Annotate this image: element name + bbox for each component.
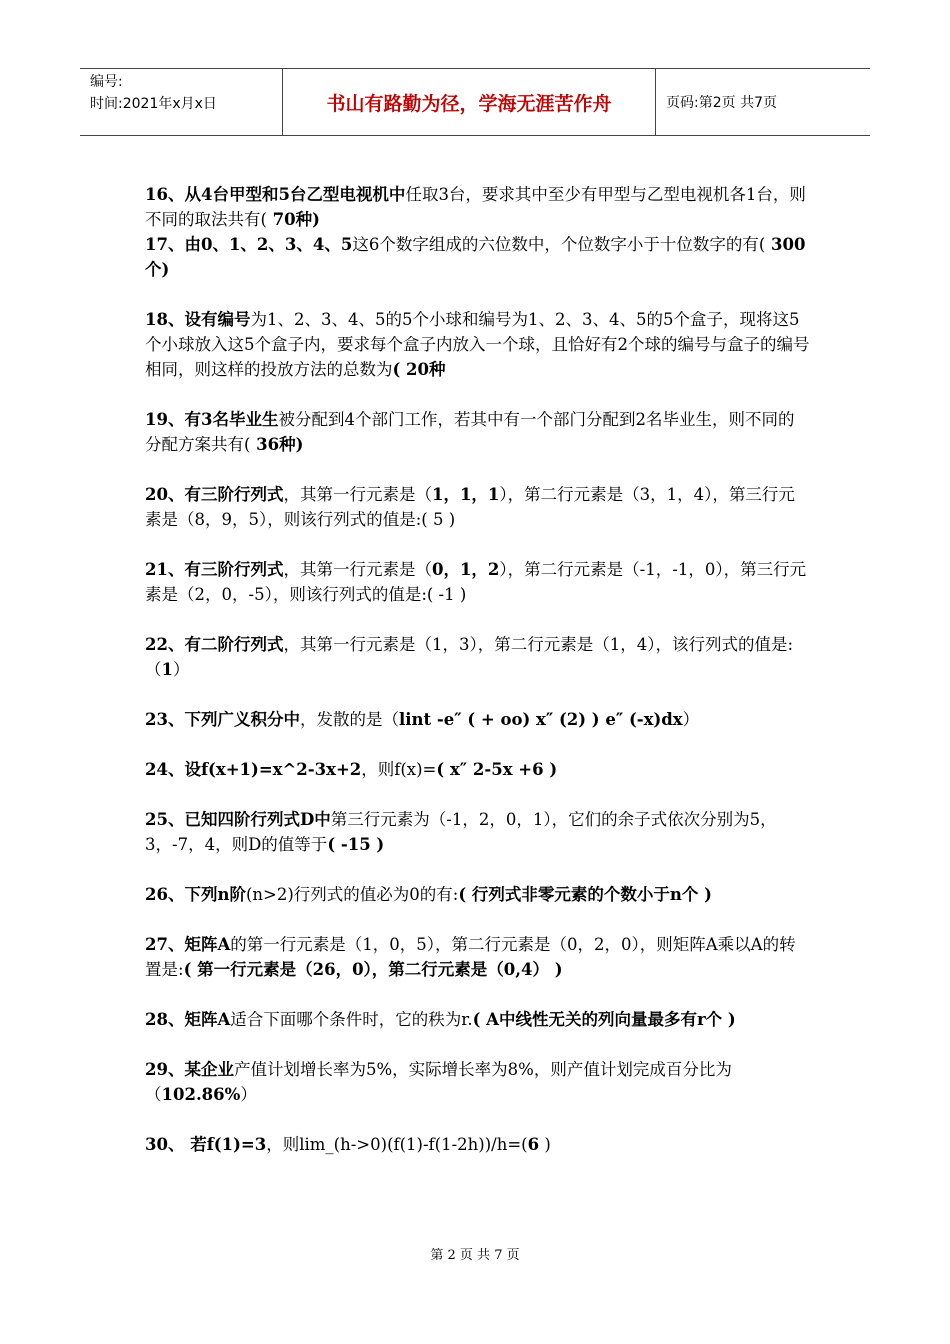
question-28: 28、矩阵A适合下面哪个条件时，它的秩为r.( A中线性无关的列向量最多有r个 ) [145, 1010, 736, 1029]
question-19: 19、有3名毕业生被分配到4个部门工作，若其中有一个部门分配到2名毕业生，则不同的分配方案共有( 36种) [145, 410, 795, 454]
page-footer: 第 2 页 共 7 页 [430, 1248, 520, 1263]
question-16: 16、从4台甲型和5台乙型电视机中任取3台，要求其中至少有甲型与乙型电视机各1台，则不同的取法共有( 70种) [145, 185, 806, 229]
question-17: 17、由0、1、2、3、4、5这6个数字组成的六位数中，个位数字小于十位数字的有( 300个) [145, 235, 806, 279]
header-motto: 书山有路勤为径，学海无涯苦作舟 [282, 69, 656, 135]
question-23: 23、下列广义积分中，发散的是（lint -e″ ( + oo) x″ (2) ) e″ (-x)dx） [145, 710, 700, 729]
question-30: 30、 若f(1)=3，则lim_(h->0)(f(1)-f(1-2h))/h=(6 ) [145, 1135, 551, 1154]
question-27: 27、矩阵A的第一行元素是（1，0，5），第二行元素是（0，2，0），则矩阵A乘以A的转置是:( 第一行元素是（26，0），第二行元素是（0,4） ) [145, 935, 796, 979]
header-meta [80, 69, 282, 135]
question-20: 20、有三阶行列式，其第一行元素是（1，1，1），第二行元素是（3，1，4），第三行元素是（8，9，5），则该行列式的值是:( 5 ) [145, 485, 795, 529]
question-21: 21、有三阶行列式，其第一行元素是（0，1，2），第二行元素是（-1，-1，0），第三行元素是（2，0，-5），则该行列式的值是:( -1 ) [145, 560, 807, 604]
document-time-label: 时间:2021年x月x日 [90, 96, 217, 112]
question-25: 25、已知四阶行列式D中第三行元素为（-1，2，0，1），它们的余子式依次分别为5，3，-7，4，则D的值等于( -15 ) [145, 810, 777, 854]
question-26: 26、下列n阶(n>2)行列式的值必为0的有:( 行列式非零元素的个数小于n个 ) [145, 885, 712, 904]
page-header [80, 68, 870, 136]
document-number-label: 编号: [90, 74, 123, 90]
header-page-label: 页码:第2页 共7页 [666, 95, 777, 111]
question-18: 18、设有编号为1、2、3、4、5的5个小球和编号为1、2、3、4、5的5个盒子，现将这5个小球放入这5个盒子内，要求每个盒子内放入一个球，且恰好有2个球的编号与盒子的编号相同，则这样的投放方法的总数为( 20种 [145, 310, 810, 379]
question-list [145, 182, 810, 1157]
question-24: 24、设f(x+1)=x^2-3x+2，则f(x)=( x″ 2-5x +6 ) [145, 760, 558, 779]
question-22: 22、有二阶行列式，其第一行元素是（1，3），第二行元素是（1，4），该行列式的值是:（1） [145, 635, 794, 679]
question-29: 29、某企业产值计划增长率为5%，实际增长率为8%，则产值计划完成百分比为（102.86%） [145, 1060, 732, 1104]
